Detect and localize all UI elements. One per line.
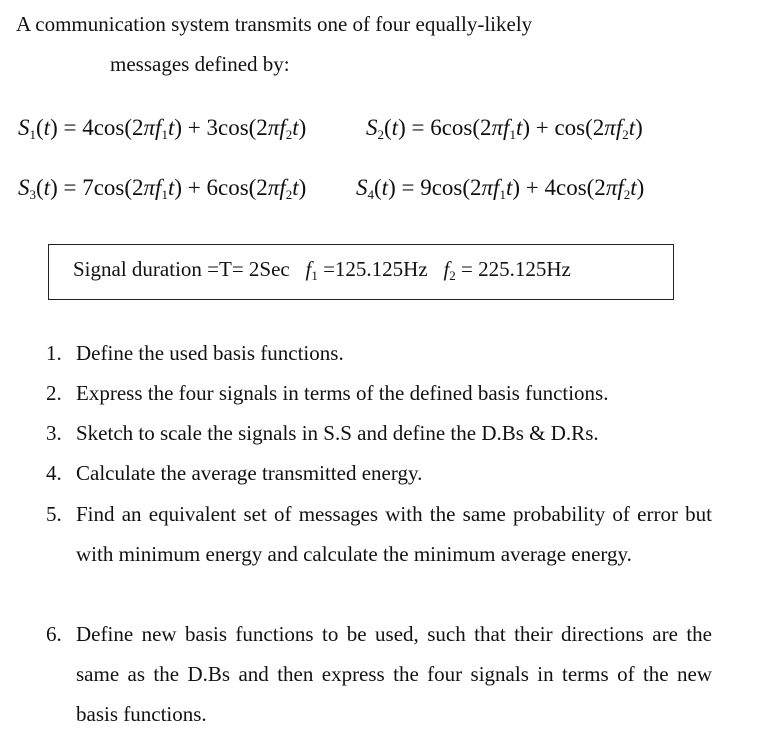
intro-line-2: messages defined by: [110, 52, 290, 76]
equation-s4: $S_4(t) = 9\cos(2\pi f_1t) + 4\cos(2\pi f_2t)$ [356, 175, 645, 202]
parameters-text: Signal duration =T= 2Sec $f_1 =125.125Hz$ $f_2 = 225.125Hz$ [73, 257, 571, 283]
question-text: Find an equivalent set of messages with the same probability of error but with minimum energy and calculate the minimum average energy. [76, 502, 712, 566]
equation-s3: $S_3(t) = 7\cos(2\pi f_1t) + 6\cos(2\pi f_2t)$ [18, 175, 307, 202]
equation-s1: $S_1(t) = 4\cos(2\pi f_1t) + 3\cos(2\pi f_2t)$ [18, 115, 307, 142]
parameters-box [48, 244, 674, 300]
question-text: Define new basis functions to be used, such that their directions are the same as the D.Bs and then express the four signals in terms of the new basis functions. [76, 622, 712, 726]
question-number: 5. [46, 502, 62, 526]
question-4 [46, 453, 716, 493]
question-2 [46, 373, 716, 413]
question-6 [46, 614, 716, 734]
question-number: 3. [46, 421, 62, 445]
question-text: Sketch to scale the signals in S.S and define the D.Bs & D.Rs. [76, 421, 599, 445]
question-number: 2. [46, 381, 62, 405]
question-1 [46, 333, 716, 373]
question-5 [46, 494, 716, 614]
intro-line-1: A communication system transmits one of four equally-likely [16, 12, 533, 36]
equation-s2: $S_2(t) = 6\cos(2\pi f_1t) + \cos(2\pi f_2t)$ [366, 115, 643, 142]
question-number: 6. [46, 622, 62, 646]
question-text: Define the used basis functions. [76, 341, 344, 365]
question-text: Express the four signals in terms of the defined basis functions. [76, 381, 609, 405]
question-number: 4. [46, 461, 62, 485]
question-3 [46, 413, 716, 453]
question-number: 1. [46, 341, 62, 365]
question-text: Calculate the average transmitted energy. [76, 461, 423, 485]
